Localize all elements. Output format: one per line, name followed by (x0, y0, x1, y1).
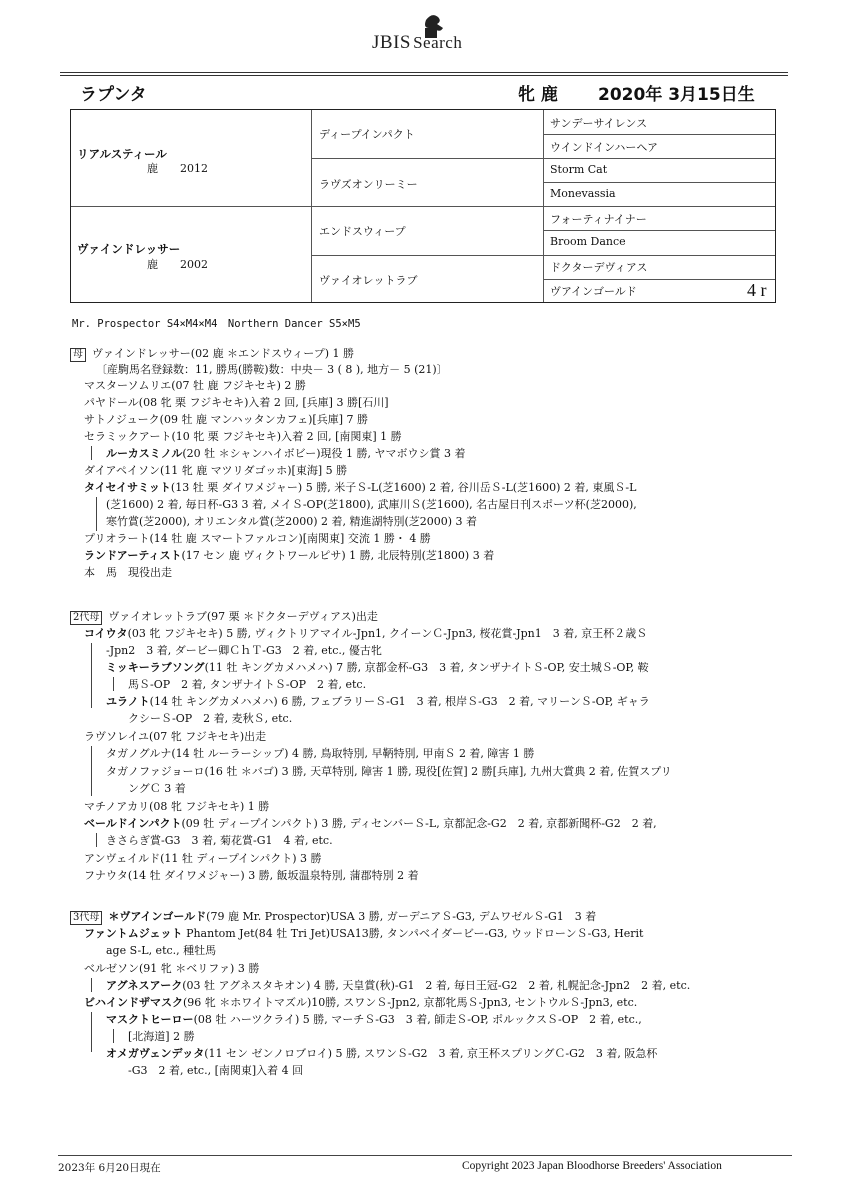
list-item: ユラノト(14 牡 キングカメハメハ) 6 勝, フェブラリーＳ-G1 3 着, 根岸Ｓ-G3 2 着, マリーンＳ-OP, ギャラ (106, 695, 650, 708)
list-item: ベールドインパクト(09 牡 ディープインパクト) 3 勝, ディセンバーＳ-L, 京都記念-G2 2 着, 京都新聞杯-G2 2 着, (84, 817, 657, 830)
list-item-cont: クシーＳ-OP 2 着, 麦秋Ｓ, etc. (128, 712, 293, 725)
list-item: セラミックアート(10 牝 栗 フジキセキ)入着 2 回, [南関東] 1 勝 (84, 430, 402, 443)
list-item: アグネスアーク(03 牡 アグネスタキオン) 4 勝, 天皇賞(秋)-G1 2 着, 毎日王冠-G2 2 着, 札幌記念-Jpn2 2 着, etc. (106, 979, 691, 992)
gen3-2: ウインドインハーヘア (550, 141, 659, 154)
gen3-heading: 3代母 ＊ヴアインゴールド(79 鹿 Mr. Prospector)USA 3 勝, ガーデニアＳ-G3, デムワゼルＳ-G1 3 着 (70, 909, 596, 925)
gen3-8: ヴアインゴールド (550, 285, 637, 298)
list-item: サトノジューク(09 牡 鹿 マンハッタンカフェ)[兵庫] 7 勝 (84, 413, 369, 426)
list-item: タガノグルナ(14 牡 ルーラーシップ) 4 勝, 鳥取特別, 早鞆特別, 甲南Ｓ 2 着, 障害 1 勝 (106, 747, 535, 760)
list-item: ダイアペイソン(11 牝 鹿 マツリダゴッホ)[東海] 5 勝 (84, 464, 348, 477)
sire-info: 鹿 2012 (147, 162, 208, 175)
section-label-dam: 母 (70, 348, 86, 362)
list-item: ビハインドザマスク(96 牝 ＊ホワイトマズル)10勝, スワンＳ-Jpn2, 京都牝馬Ｓ-Jpn3, セントウルＳ-Jpn3, etc. (84, 996, 638, 1009)
gen2-heading: 2代母 ヴァイオレットラブ(97 栗 ＊ドクターデヴィアス)出走 (70, 609, 378, 625)
list-item-cont: [北海道] 2 勝 (128, 1030, 195, 1043)
header-rule (60, 72, 788, 73)
footer-date: 2023年 6月20日現在 (58, 1162, 161, 1174)
footer-rule (58, 1155, 792, 1156)
list-item: ランドアーティスト(17 セン 鹿 ヴィクトワールピサ) 1 勝, 北辰特別(芝1800) 3 着 (84, 549, 495, 562)
list-item: コイウタ(03 牝 フジキセキ) 5 勝, ヴィクトリアマイル-Jpn1, クイーンＣ-Jpn3, 桜花賞-Jpn1 3 着, 京王杯２歳Ｓ (84, 627, 648, 640)
list-item: タイセイサミット(13 牡 栗 ダイワメジャー) 5 勝, 米子Ｓ-L(芝1600) 2 着, 谷川岳Ｓ-L(芝1600) 2 着, 東風Ｓ-L (84, 481, 637, 494)
gen3-6: Broom Dance (550, 235, 626, 248)
gen3-5: フォーティナイナー (550, 213, 647, 226)
gen3-4: Monevassia (550, 187, 616, 200)
list-item: ミッキーラブソング(11 牡 キングカメハメハ) 7 勝, 京都金杯-G3 3 着, タンザナイトＳ-OP, 安土城Ｓ-OP, 鞍 (106, 661, 649, 674)
horse-name: ラプンタ (80, 85, 147, 105)
footer-copyright: Copyright 2023 Japan Bloodhorse Breeders' Association (462, 1160, 722, 1172)
list-item-cont: 寒竹賞(芝2000), オリエンタル賞(芝2000) 2 着, 精進湖特別(芝2000) 3 着 (106, 515, 478, 528)
section-label-gen3: 3代母 (70, 911, 102, 925)
list-item: オメガヴェンデッタ(11 セン ゼンノロブロイ) 5 勝, スワンＳ-G2 3 着, 京王杯スプリングＣ-G2 3 着, 阪急杯 (106, 1047, 658, 1060)
list-item: マチノアカリ(08 牝 フジキセキ) 1 勝 (84, 800, 270, 813)
list-item: フナウタ(14 牡 ダイワメジャー) 3 勝, 飯坂温泉特別, 蒲郡特別 2 着 (84, 869, 419, 882)
pedigree-table (70, 109, 776, 303)
list-item: タガノファジョーロ(16 牡 ＊バゴ) 3 勝, 天草特別, 障害 1 勝, 現役[佐賀] 2 勝[兵庫], 九州大賞典 2 着, 佐賀スプリ (106, 765, 672, 778)
list-item-cont: きさらぎ賞-G3 3 着, 菊花賞-G1 4 着, etc. (106, 834, 333, 847)
gen3-3: Storm Cat (550, 163, 608, 176)
list-item: マスターソムリエ(07 牡 鹿 フジキセキ) 2 勝 (84, 379, 306, 392)
header-rule (60, 75, 788, 76)
sex-color: 牝 鹿 (518, 85, 558, 105)
list-item: パヤドール(08 牝 栗 フジキセキ)入着 2 回, [兵庫] 3 勝[石川] (84, 396, 389, 409)
list-item-cont: -Jpn2 3 着, ダービー卿ＣｈＴ-G3 2 着, etc., 優古牝 (106, 644, 382, 657)
list-item: プリオラート(14 牡 鹿 スマートファルコン)[南関東] 交流 1 勝・ 4 勝 (84, 532, 431, 545)
list-item-cont: ングＣ 3 着 (128, 782, 186, 795)
sire-name: リアルスティール (77, 147, 167, 161)
dam-name: ヴァインドレッサー (77, 242, 181, 256)
gen2-sire-dam: ラヴズオンリーミー (319, 178, 418, 191)
gen3-7: ドクターデヴィアス (550, 261, 648, 274)
dam-info: 鹿 2002 (147, 258, 208, 271)
inbreeding-line: Mr. Prospector S4×M4×M4 Northern Dancer S5×M5 (72, 318, 361, 330)
list-item-cont: (芝1600) 2 着, 毎日杯-G3 3 着, メイＳ-OP(芝1800), 武庫川Ｓ(芝1600), 名古屋日刊スポーツ杯(芝2000), (106, 498, 637, 511)
gen3-1: サンデーサイレンス (550, 117, 648, 130)
list-item: ルーカスミノル(20 牡 ＊シャンハイボビー)現役 1 勝, ヤマボウシ賞 3 着 (106, 447, 466, 460)
list-item: ベルゼソン(91 牝 ＊ベリファ) 3 勝 (84, 962, 260, 975)
gen2-dam-dam: ヴァイオレットラブ (319, 274, 418, 287)
family-tag: 4 r (747, 280, 767, 300)
dam-heading: 母 ヴァインドレッサー(02 鹿 ＊エンドスウィープ) 1 勝 (70, 346, 354, 362)
list-item: ファントムジェット Phantom Jet(84 牡 Tri Jet)USA13勝, タンパベイダービー-G3, ウッドローンＳ-G3, Herit (84, 927, 644, 940)
list-item: アンヴェイルド(11 牡 ディープインパクト) 3 勝 (84, 852, 322, 865)
list-item-cont: 馬Ｓ-OP 2 着, タンザナイトＳ-OP 2 着, etc. (128, 678, 367, 691)
jbis-logo-text: JBIS Search (372, 32, 463, 53)
birth-date: 2020年 3月15日生 (598, 85, 755, 105)
list-item-cont: age S-L, etc., 種牡馬 (106, 944, 217, 957)
gen2-dam-sire: エンドスウィープ (319, 225, 406, 238)
list-item: マスクトヒーロー(08 牡 ハーツクライ) 5 勝, マーチＳ-G3 3 着, 師走Ｓ-OP, ポルックスＳ-OP 2 着, etc., (106, 1013, 642, 1026)
list-item-cont: -G3 2 着, etc., [南関東]入着 4 回 (128, 1064, 304, 1077)
list-item: ラヴソレイユ(07 牝 フジキセキ)出走 (84, 730, 267, 743)
gen2-sire-sire: ディープインパクト (319, 128, 415, 141)
list-item: 本 馬 現役出走 (84, 566, 172, 579)
list-item: 〔産駒馬名登録数：11, 勝馬(勝鞍)数：中央－ 3 ( 8 ), 地方－ 5 (21)〕 (96, 363, 448, 376)
section-label-gen2: 2代母 (70, 611, 102, 625)
